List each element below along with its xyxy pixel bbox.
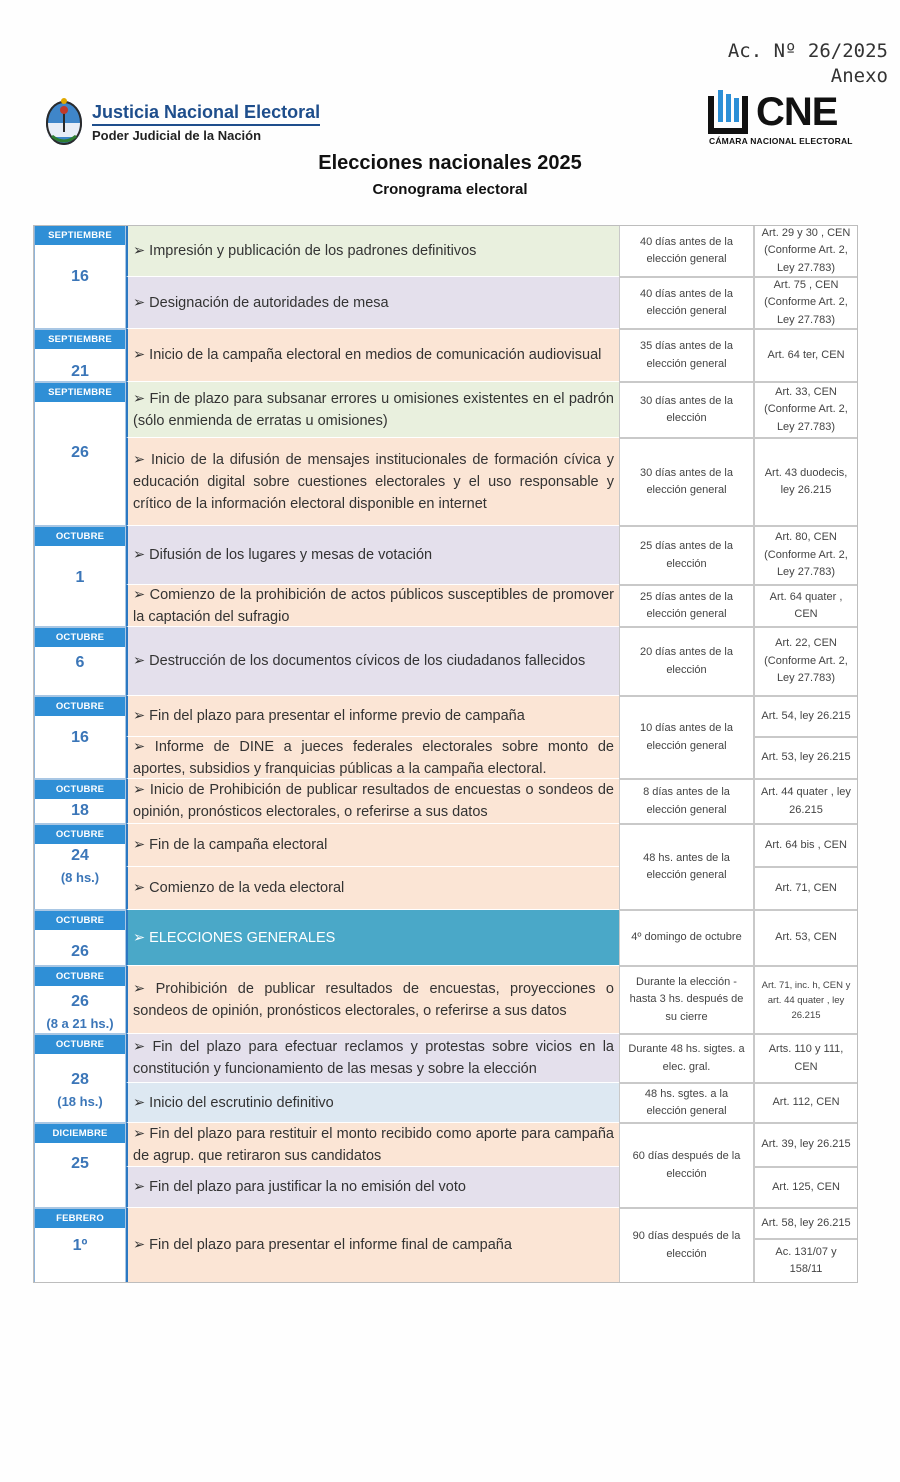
deadline-cell: 90 días después de la elección (619, 1208, 754, 1283)
month-label: OCTUBRE (35, 825, 125, 844)
month-label: OCTUBRE (35, 911, 125, 930)
date-cell (33, 1208, 126, 1283)
legal-reference-cell: Art. 75 , CEN (Conforme Art. 2, Ley 27.783) (754, 277, 858, 329)
schedule-event: ➢ Fin de la campaña electoral (126, 824, 619, 867)
day-number: 24 (71, 847, 89, 864)
deadline-cell: Durante la elección - hasta 3 hs. después de su cierre (619, 966, 754, 1034)
schedule-event: ➢ Comienzo de la prohibición de actos públicos susceptibles de promover la captación del sufragio (126, 585, 619, 627)
date-cell (33, 627, 126, 696)
deadline-cell: 25 días antes de la elección general (619, 585, 754, 627)
schedule-event: ➢ Inicio de Prohibición de publicar resultados de encuestas o sondeos de opinión, pronósticos electorales, o referirse a sus datos (126, 779, 619, 824)
month-label: SEPTIEMBRE (35, 226, 125, 245)
date-cell (33, 1034, 126, 1123)
legal-reference-cell: Art. 33, CEN (Conforme Art. 2, Ley 27.783) (754, 382, 858, 438)
jne-title: Justicia Nacional Electoral (92, 102, 321, 122)
deadline-cell: 60 días después de la elección (619, 1123, 754, 1208)
day-number: 6 (75, 654, 85, 671)
legal-reference-cell: Art. 71, inc. h, CEN y art. 44 quater , ley 26.215 (754, 966, 858, 1034)
legal-reference-cell: Art. 43 duodecis, ley 26.215 (754, 438, 858, 526)
act-reference: Ac. Nº 26/2025 (727, 40, 888, 62)
legal-reference-cell: Art. 125, CEN (754, 1167, 858, 1208)
time-note: (8 a 21 hs.) (46, 1016, 114, 1031)
time-note: (18 hs.) (57, 1094, 103, 1109)
date-cell (33, 779, 126, 824)
legal-reference-cell: Art. 71, CEN (754, 867, 858, 910)
cne-subtitle: CÁMARA NACIONAL ELECTORAL (709, 136, 853, 146)
deadline-cell: 48 hs. sgtes. a la elección general (619, 1083, 754, 1123)
cne-wordmark: CNE (756, 90, 838, 134)
schedule-event: ➢ Inicio del escrutinio definitivo (126, 1083, 619, 1123)
deadline-cell: 30 días antes de la elección general (619, 438, 754, 526)
legal-reference-cell: Arts. 110 y 111, CEN (754, 1034, 858, 1083)
schedule-event: ➢ Impresión y publicación de los padrones definitivos (126, 225, 619, 277)
day-number: 1 (75, 569, 85, 586)
date-cell (33, 1123, 126, 1208)
legal-reference-cell: Art. 54, ley 26.215 (754, 696, 858, 737)
date-cell (33, 225, 126, 329)
jne-logo (44, 96, 344, 156)
deadline-cell: 40 días antes de la elección general (619, 277, 754, 329)
legal-reference-cell: Art. 64 quater , CEN (754, 585, 858, 627)
annex-label: Anexo (830, 65, 888, 87)
month-label: OCTUBRE (35, 527, 125, 546)
legal-reference-cell: Art. 58, ley 26.215 (754, 1208, 858, 1239)
schedule-event: ➢ Prohibición de publicar resultados de encuestas, proyecciones o sondeos de opinión, pronósticos electorales, o referirse a sus datos (126, 966, 619, 1034)
deadline-cell: 10 días antes de la elección general (619, 696, 754, 779)
day-number: 16 (71, 729, 89, 746)
month-label: SEPTIEMBRE (35, 383, 125, 402)
date-cell (33, 526, 126, 627)
legal-reference-cell: Art. 22, CEN (Conforme Art. 2, Ley 27.783) (754, 627, 858, 696)
month-label: OCTUBRE (35, 780, 125, 799)
schedule-event-highlight: ➢ ELECCIONES GENERALES (126, 910, 619, 966)
legal-reference-cell: Art. 112, CEN (754, 1083, 858, 1123)
legal-reference-cell: Art. 29 y 30 , CEN (Conforme Art. 2, Ley 27.783) (754, 225, 858, 277)
electoral-schedule-table (33, 225, 858, 1283)
date-cell (33, 329, 126, 382)
time-note: (8 hs.) (60, 870, 100, 885)
day-number: 25 (71, 1155, 89, 1172)
day-number: 18 (71, 802, 89, 819)
day-number: 28 (71, 1071, 89, 1088)
deadline-cell: 48 hs. antes de la elección general (619, 824, 754, 910)
deadline-cell: 30 días antes de la elección (619, 382, 754, 438)
schedule-event: ➢ Fin de plazo para subsanar errores u omisiones existentes en el padrón (sólo enmienda de erratas u omisiones) (126, 382, 619, 438)
month-label: OCTUBRE (35, 967, 125, 986)
day-number: 26 (71, 444, 89, 461)
legal-reference-cell: Art. 80, CEN (Conforme Art. 2, Ley 27.783) (754, 526, 858, 585)
legal-reference-cell: Art. 64 ter, CEN (754, 329, 858, 382)
jne-underline (92, 124, 320, 126)
day-number: 21 (71, 363, 89, 380)
month-label: SEPTIEMBRE (35, 330, 125, 349)
deadline-cell: 25 días antes de la elección (619, 526, 754, 585)
cne-logo (706, 90, 853, 150)
schedule-event: ➢ Difusión de los lugares y mesas de votación (126, 526, 619, 585)
schedule-event: ➢ Informe de DINE a jueces federales electorales sobre monto de aportes, subsidios y franquicias públicas a la campaña electoral. (126, 737, 619, 779)
deadline-cell: Durante 48 hs. sigtes. a elec. gral. (619, 1034, 754, 1083)
schedule-event: ➢ Destrucción de los documentos cívicos de los ciudadanos fallecidos (126, 627, 619, 696)
schedule-event: ➢ Comienzo de la veda electoral (126, 867, 619, 910)
schedule-event: ➢ Inicio de la campaña electoral en medios de comunicación audiovisual (126, 329, 619, 382)
jne-subtitle: Poder Judicial de la Nación (92, 128, 262, 143)
day-number: 1º (72, 1237, 88, 1254)
deadline-cell: 40 días antes de la elección general (619, 225, 754, 277)
schedule-event: ➢ Fin del plazo para efectuar reclamos y protestas sobre vicios en la constitución y funcionamiento de las mesas y sobre la elección (126, 1034, 619, 1083)
month-label: FEBRERO (35, 1209, 125, 1228)
legal-reference-cell: Art. 64 bis , CEN (754, 824, 858, 867)
legal-reference-cell: Art. 53, CEN (754, 910, 858, 966)
deadline-cell: 20 días antes de la elección (619, 627, 754, 696)
month-label: DICIEMBRE (35, 1124, 125, 1143)
cne-emblem-icon (708, 90, 754, 134)
schedule-event: ➢ Fin del plazo para restituir el monto recibido como aporte para campaña de agrup. que retiraron sus candidatos (126, 1123, 619, 1167)
date-cell (33, 696, 126, 779)
deadline-cell: 35 días antes de la elección general (619, 329, 754, 382)
page-title: Elecciones nacionales 2025 (318, 152, 582, 174)
schedule-event: ➢ Fin del plazo para justificar la no emisión del voto (126, 1167, 619, 1208)
page-subtitle: Cronograma electoral (372, 181, 528, 198)
deadline-cell: 4º domingo de octubre (619, 910, 754, 966)
schedule-event: ➢ Fin del plazo para presentar el informe previo de campaña (126, 696, 619, 737)
day-number: 26 (71, 943, 89, 960)
schedule-event: ➢ Inicio de la difusión de mensajes institucionales de formación cívica y educación digital sobre cuestiones electorales y el uso responsable y crítico de la información electoral disponible en internet (126, 438, 619, 526)
legal-reference-cell: Art. 44 quater , ley 26.215 (754, 779, 858, 824)
schedule-event: ➢ Fin del plazo para presentar el informe final de campaña (126, 1208, 619, 1283)
schedule-event: ➢ Designación de autoridades de mesa (126, 277, 619, 329)
day-number: 26 (71, 993, 89, 1010)
day-number: 16 (71, 268, 89, 285)
national-seal-icon (44, 96, 84, 150)
legal-reference-cell: Ac. 131/07 y 158/11 (754, 1239, 858, 1283)
month-label: OCTUBRE (35, 697, 125, 716)
legal-reference-cell: Art. 53, ley 26.215 (754, 737, 858, 779)
date-cell (33, 382, 126, 526)
date-cell (33, 824, 126, 910)
legal-reference-cell: Art. 39, ley 26.215 (754, 1123, 858, 1167)
month-label: OCTUBRE (35, 1035, 125, 1054)
month-label: OCTUBRE (35, 628, 125, 647)
deadline-cell: 8 días antes de la elección general (619, 779, 754, 824)
date-cell (33, 966, 126, 1034)
date-cell (33, 910, 126, 966)
